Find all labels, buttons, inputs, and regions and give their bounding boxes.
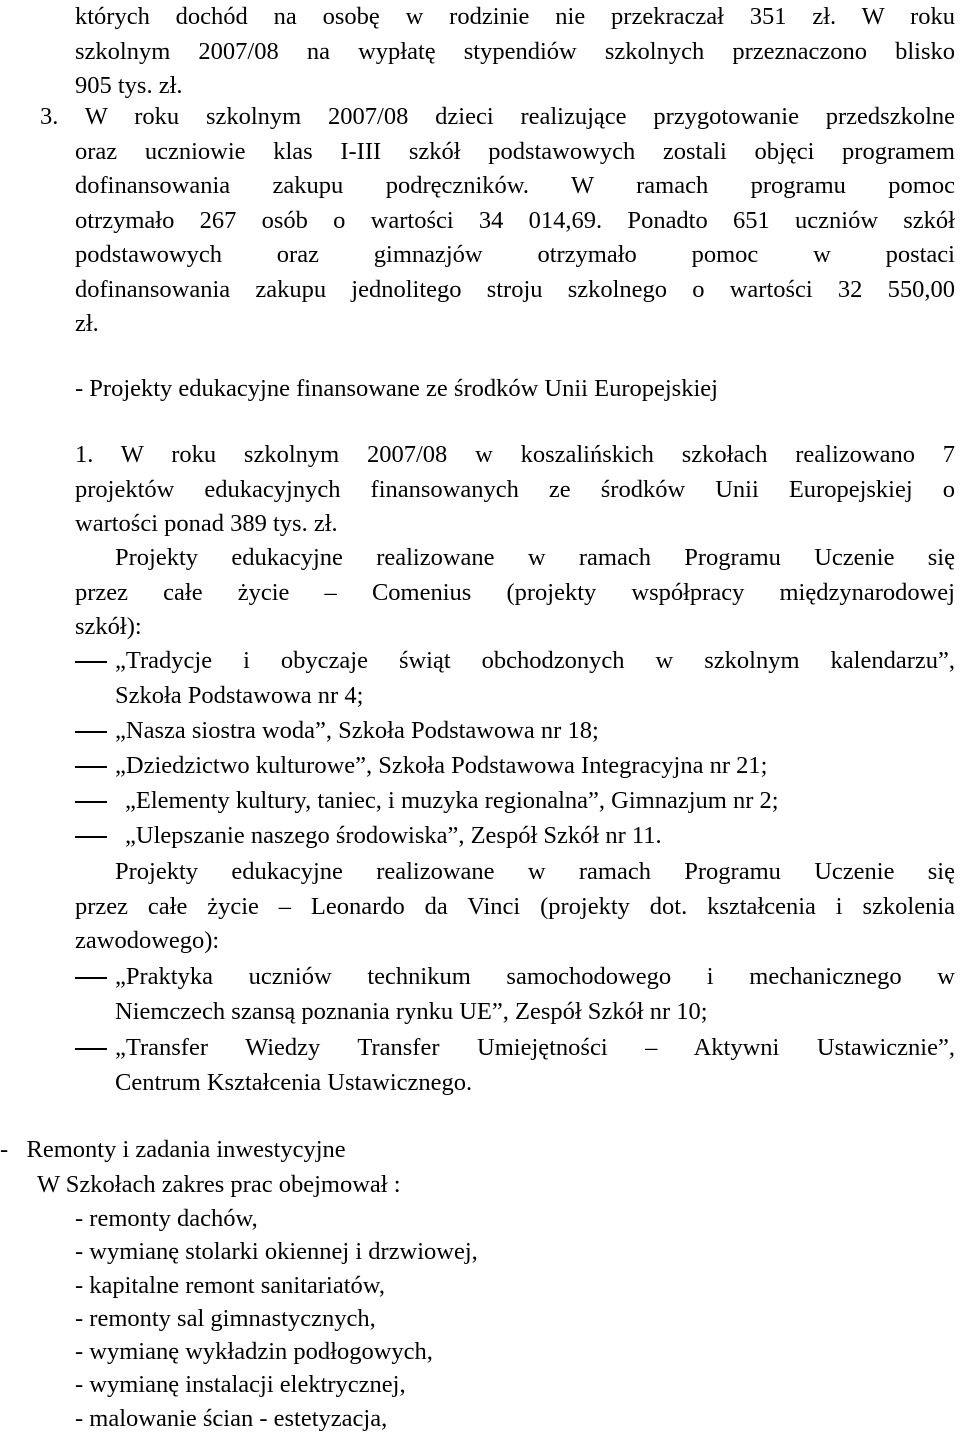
list-item-remonty: - wymianę stolarki okiennej i drzwiowej, (75, 1238, 478, 1266)
text-line: 1. W roku szkolnym 2007/08 w koszalińskich szkołach realizowano 7 (75, 441, 955, 468)
list-item-remonty: - wymianę wykładzin podłogowych, (75, 1338, 433, 1366)
paragraph-eu-item-1 (75, 438, 955, 542)
paragraph-leonardo (75, 855, 955, 959)
dash-bullet (75, 977, 107, 979)
section-heading-remonty: - Remonty i zadania inwestycyjne (0, 1136, 346, 1163)
text-line: „Dziedzictwo kulturowe”, Szkoła Podstawowa Integracyjna nr 21; (115, 752, 768, 779)
paragraph-comenius (75, 541, 955, 645)
paragraph-item-3 (40, 100, 955, 342)
text-line: oraz uczniowie klas I-III szkół podstawowych zostali objęci programem (75, 137, 955, 165)
dash-bullet (75, 731, 107, 733)
text-line: projektów edukacyjnych finansowanych ze środków Unii Europejskiej o (75, 475, 955, 503)
dash-bullet (75, 766, 107, 768)
text-line: zł. (75, 310, 99, 337)
text-line: Projekty edukacyjne realizowane w ramach Programu Uczenie się (115, 544, 955, 571)
text-line: Niemczech szansą poznania rynku UE”, Zespół Szkół nr 10; (115, 997, 708, 1025)
text-line: „Praktyka uczniów technikum samochodowego i mechanicznego w (115, 963, 955, 990)
text-line: dofinansowania zakupu jednolitego stroju szkolnego o wartości 32 550,00 (75, 275, 955, 303)
text-line: W Szkołach zakres prac obejmował : (37, 1170, 401, 1198)
list-item-remonty: - remonty sal gimnastycznych, (75, 1304, 376, 1332)
heading-text: - Projekty edukacyjne finansowane ze środków Unii Europejskiej (75, 375, 718, 402)
text-line: „Ulepszanie naszego środowiska”, Zespół Szkół nr 11. (125, 822, 662, 849)
dash-bullet (75, 836, 107, 838)
text-line: 3. W roku szkolnym 2007/08 dzieci realizujące przygotowanie przedszkolne (40, 103, 955, 130)
text-line: wartości ponad 389 tys. zł. (75, 510, 338, 537)
text-line: „Nasza siostra woda”, Szkoła Podstawowa nr 18; (115, 717, 599, 744)
section-remonty (0, 1133, 960, 1435)
text-line: otrzymało 267 osób o wartości 34 014,69. Ponadto 651 uczniów szkół (75, 206, 955, 234)
list-item-remonty: - malowanie ścian - estetyzacja, (75, 1404, 388, 1432)
paragraph-stipend (75, 0, 955, 104)
text-line: Centrum Kształcenia Ustawicznego. (115, 1068, 473, 1096)
text-line: zawodowego): (75, 927, 220, 954)
list-item-remonty: - remonty dachów, (75, 1205, 258, 1232)
text-line: „Tradycje i obyczaje świąt obchodzonych w szkolnym kalendarzu”, (115, 647, 955, 674)
text-line: przez całe życie – Leonardo da Vinci (projekty dot. kształcenia i szkolenia (75, 892, 955, 920)
dash-bullet (75, 1048, 107, 1050)
text-line: 905 tys. zł. (75, 72, 183, 99)
text-line: „Transfer Wiedzy Transfer Umiejętności – Aktywni Ustawicznie”, (115, 1034, 955, 1061)
text-line: Szkoła Podstawowa nr 4; (115, 681, 364, 709)
text-line: których dochód na osobę w rodzinie nie przekraczał 351 zł. W roku (75, 3, 955, 30)
list-item-remonty: - kapitalne remont sanitariatów, (75, 1271, 385, 1299)
text-line: podstawowych oraz gimnazjów otrzymało pomoc w postaci (75, 241, 955, 268)
text-line: szkolnym 2007/08 na wypłatę stypendiów szkolnych przeznaczono blisko (75, 37, 955, 65)
list-item-remonty: - wymianę instalacji elektrycznej, (75, 1371, 406, 1399)
dash-bullet (75, 801, 107, 803)
text-line: dofinansowania zakupu podręczników. W ramach programu pomoc (75, 172, 955, 199)
text-line: przez całe życie – Comenius (projekty współpracy międzynarodowej (75, 578, 955, 606)
text-line: Projekty edukacyjne realizowane w ramach Programu Uczenie się (115, 858, 955, 885)
text-line: szkół): (75, 613, 142, 640)
dash-bullet (75, 661, 107, 663)
text-line: „Elementy kultury, taniec, i muzyka regionalna”, Gimnazjum nr 2; (125, 787, 779, 814)
section-heading-eu-projects (75, 372, 955, 407)
